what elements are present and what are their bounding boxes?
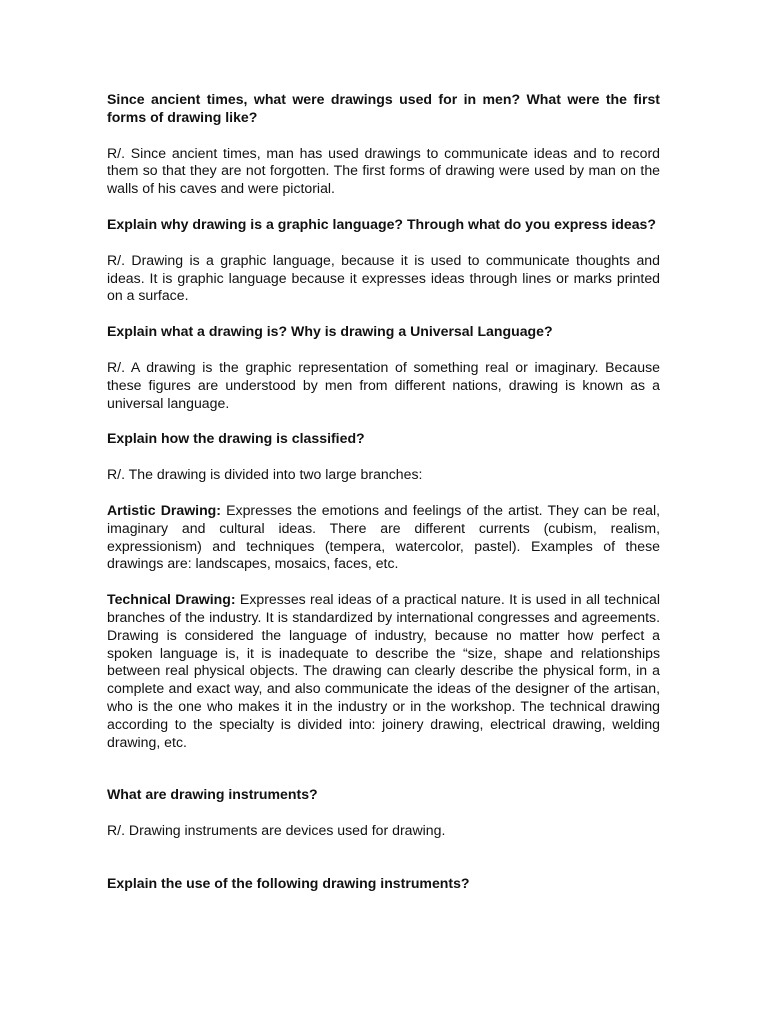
spacer bbox=[107, 127, 660, 145]
spacer bbox=[107, 305, 660, 323]
spacer bbox=[107, 840, 660, 875]
spacer bbox=[107, 804, 660, 822]
artistic-drawing-paragraph bbox=[107, 502, 660, 573]
question-classification: Explain how the drawing is classified? bbox=[107, 430, 365, 447]
spacer bbox=[107, 234, 660, 252]
document-page bbox=[107, 91, 660, 893]
answer-graphic-language: R/. Drawing is a graphic language, because it is used to communicate thoughts and ideas. It is graphic language because it expresses ideas through lines or marks printed on a surface. bbox=[107, 251, 660, 304]
technical-drawing-paragraph bbox=[107, 591, 660, 751]
technical-drawing-term: Technical Drawing: bbox=[107, 591, 236, 608]
question-drawing-instruments: What are drawing instruments? bbox=[107, 786, 318, 803]
spacer bbox=[107, 412, 660, 430]
technical-drawing-text: Expresses real ideas of a practical nature. It is used in all technical branches of the industry. It is standardized by international congresses and agreements. Drawing is considered the language of industry, because no matter how perfect a spoken language is, it is inadequate to describe the “size, shape and relationships between real physical objects. The drawing can clearly describe the physical form, in a complete and exact way, and also communicate the ideas of the designer of the artisan, who is the one who makes it in the industry or in the workshop. The technical drawing according to the specialty is divided into: joinery drawing, electrical drawing, welding drawing, etc. bbox=[107, 591, 660, 750]
spacer bbox=[107, 448, 660, 466]
answer-drawing-instruments: R/. Drawing instruments are devices used for drawing. bbox=[107, 822, 446, 839]
question-graphic-language: Explain why drawing is a graphic language? Through what do you express ideas? bbox=[107, 215, 656, 232]
question-instrument-use: Explain the use of the following drawing instruments? bbox=[107, 874, 470, 891]
question-universal-language: Explain what a drawing is? Why is drawing a Universal Language? bbox=[107, 323, 553, 340]
artistic-drawing-term: Artistic Drawing: bbox=[107, 501, 221, 518]
spacer bbox=[107, 573, 660, 591]
artistic-drawing-text: Expresses the emotions and feelings of the artist. They can be real, imaginary and cultural ideas. There are different currents (cubism, realism, expressionism) and techniques (tempera, watercolor, pastel). Examples of these drawings are: landscapes, mosaics, faces, etc. bbox=[107, 501, 661, 572]
answer-universal-language: R/. A drawing is the graphic representation of something real or imaginary. Because these figures are understood by men from different nations, drawing is known as a universal language. bbox=[107, 358, 660, 411]
spacer bbox=[107, 484, 660, 502]
spacer bbox=[107, 341, 660, 359]
answer-classification: R/. The drawing is divided into two large branches: bbox=[107, 466, 423, 483]
spacer bbox=[107, 198, 660, 216]
question-ancient-drawings: Since ancient times, what were drawings used for in men? What were the first forms of drawing like? bbox=[107, 91, 660, 125]
answer-ancient-drawings: R/. Since ancient times, man has used drawings to communicate ideas and to record them so that they are not forgotten. The first forms of drawing were used by man on the walls of his caves and were pictorial. bbox=[107, 144, 660, 197]
spacer bbox=[107, 751, 660, 786]
